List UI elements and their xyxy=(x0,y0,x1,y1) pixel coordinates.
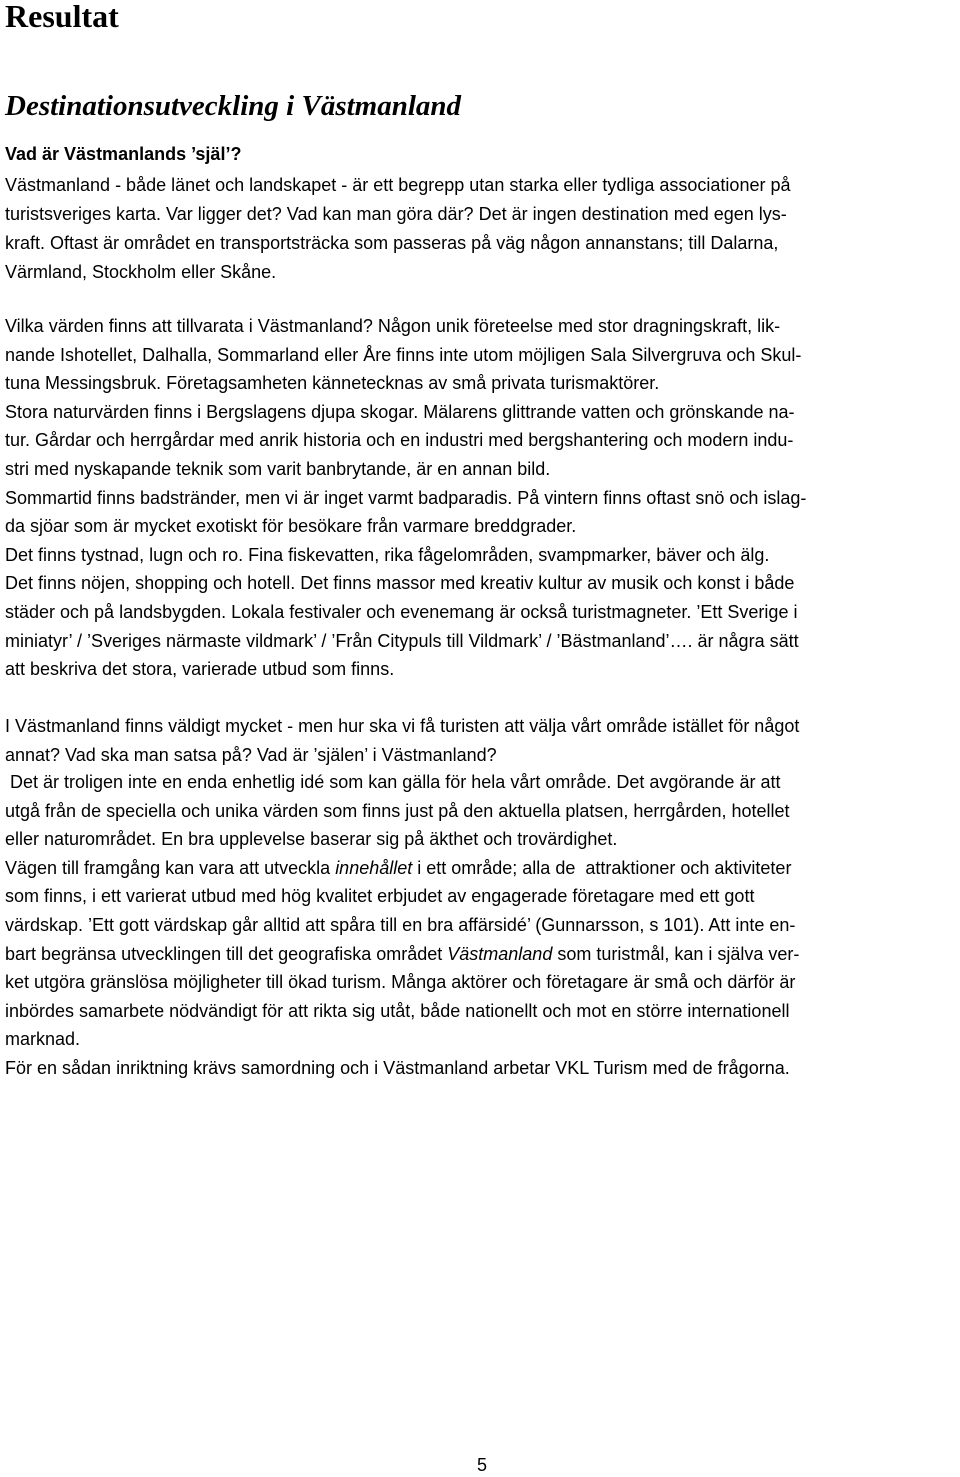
text-line: miniatyr’ / ’Sveriges närmaste vildmark’ / ’Från Citypuls till Vildmark’ / ’Bästmanland’…. är några sätt xyxy=(5,630,799,651)
text-line: marknad. xyxy=(5,1029,81,1050)
section-heading: Destinationsutveckling i Västmanland xyxy=(5,90,462,122)
text-line: kraft. Oftast är området en transportsträcka som passeras på väg någon annanstans; till Dalarna, xyxy=(5,233,779,253)
text-line: värdskap. ’Ett gott värdskap går alltid att spåra till en bra affärsidé’ (Gunnarsson, s 101). Att inte en- xyxy=(5,914,796,935)
text-line: I Västmanland finns väldigt mycket - men hur ska vi få turisten att välja vårt område istället för något xyxy=(5,716,800,736)
text-line: städer och på landsbygden. Lokala festivaler och evenemang är också turistmagneter. ’Ett Sverige i xyxy=(5,601,798,622)
text-segment: bart begränsa utvecklingen till det geografiska området xyxy=(5,943,448,964)
text-line: som finns, i ett varierat utbud med hög kvalitet erbjudet av engagerade företagare med ett gott xyxy=(5,886,755,907)
text-line: Det finns tystnad, lugn och ro. Fina fiskevatten, rika fågelområden, svampmarker, bäver och älg. xyxy=(5,544,770,565)
text-segment: som turistmål, kan i själva ver- xyxy=(552,943,800,964)
values-paragraph xyxy=(5,312,806,684)
emphasis-vastmanland: Västmanland xyxy=(447,943,553,964)
text-line: nande Ishotellet, Dalhalla, Sommarland eller Åre finns inte utom möjligen Sala Silvergruva och Skul- xyxy=(5,344,802,365)
text-line: ket utgöra gränslösa möjligheter till ökad turism. Många aktörer och företagare är små och därför är xyxy=(5,972,796,993)
text-line: da sjöar som är mycket exotiskt för besökare från varmare breddgrader. xyxy=(5,516,577,537)
question-heading: Vad är Västmanlands ’själ’? xyxy=(5,144,242,164)
answer-paragraph xyxy=(5,768,799,1083)
text-line: Värmland, Stockholm eller Skåne. xyxy=(5,262,277,282)
text-line: att beskriva det stora, varierade utbud som finns. xyxy=(5,659,395,680)
text-segment: Vägen till framgång kan vara att utveckla xyxy=(5,857,336,878)
text-line: stri med nyskapande teknik som varit banbrytande, är en annan bild. xyxy=(5,458,551,479)
text-line: tur. Gårdar och herrgårdar med anrik historia och en industri med bergshantering och modern indu- xyxy=(5,430,794,451)
text-line: Det finns nöjen, shopping och hotell. Det finns massor med kreativ kultur av musik och konst i både xyxy=(5,573,795,594)
text-line xyxy=(5,940,799,969)
text-line: tuna Messingsbruk. Företagsamheten kännetecknas av små privata turismaktörer. xyxy=(5,373,660,394)
text-line: För en sådan inriktning krävs samordning och i Västmanland arbetar VKL Turism med de frågorna. xyxy=(5,1057,790,1078)
intro-paragraph xyxy=(5,171,790,287)
text-line: utgå från de speciella och unika värden som finns just på den aktuella platsen, herrgården, hotellet xyxy=(5,800,790,821)
text-line xyxy=(5,854,799,883)
emphasis-innehallet: innehållet xyxy=(335,857,413,878)
text-line: Vilka värden finns att tillvarata i Västmanland? Någon unik företeelse med stor dragningskraft, lik- xyxy=(5,316,781,336)
text-line: annat? Vad ska man satsa på? Vad är ’själen’ i Västmanland? xyxy=(5,744,497,765)
text-line: Sommartid finns badstränder, men vi är inget varmt badparadis. På vintern finns oftast snö och islag- xyxy=(5,487,807,508)
text-line: eller naturområdet. En bra upplevelse baserar sig på äkthet och trovärdighet. xyxy=(5,829,618,850)
page-number: 5 xyxy=(477,1455,488,1475)
text-line: inbördes samarbete nödvändigt för att rikta sig utåt, både nationellt och mot en större internationell xyxy=(5,1000,790,1021)
text-line: turistsveriges karta. Var ligger det? Vad kan man göra där? Det är ingen destination med egen lys- xyxy=(5,204,787,224)
page-title: Resultat xyxy=(5,0,119,34)
question2-paragraph xyxy=(5,712,799,769)
text-line: Stora naturvärden finns i Bergslagens djupa skogar. Mälarens glittrande vatten och grönskande na- xyxy=(5,401,795,422)
text-line: Västmanland - både länet och landskapet - är ett begrepp utan starka eller tydliga associationer på xyxy=(5,175,791,195)
text-segment: i ett område; alla de attraktioner och aktiviteter xyxy=(412,857,792,878)
text-line: Det är troligen inte en enda enhetlig idé som kan gälla för hela vårt område. Det avgörande är att xyxy=(5,772,781,792)
